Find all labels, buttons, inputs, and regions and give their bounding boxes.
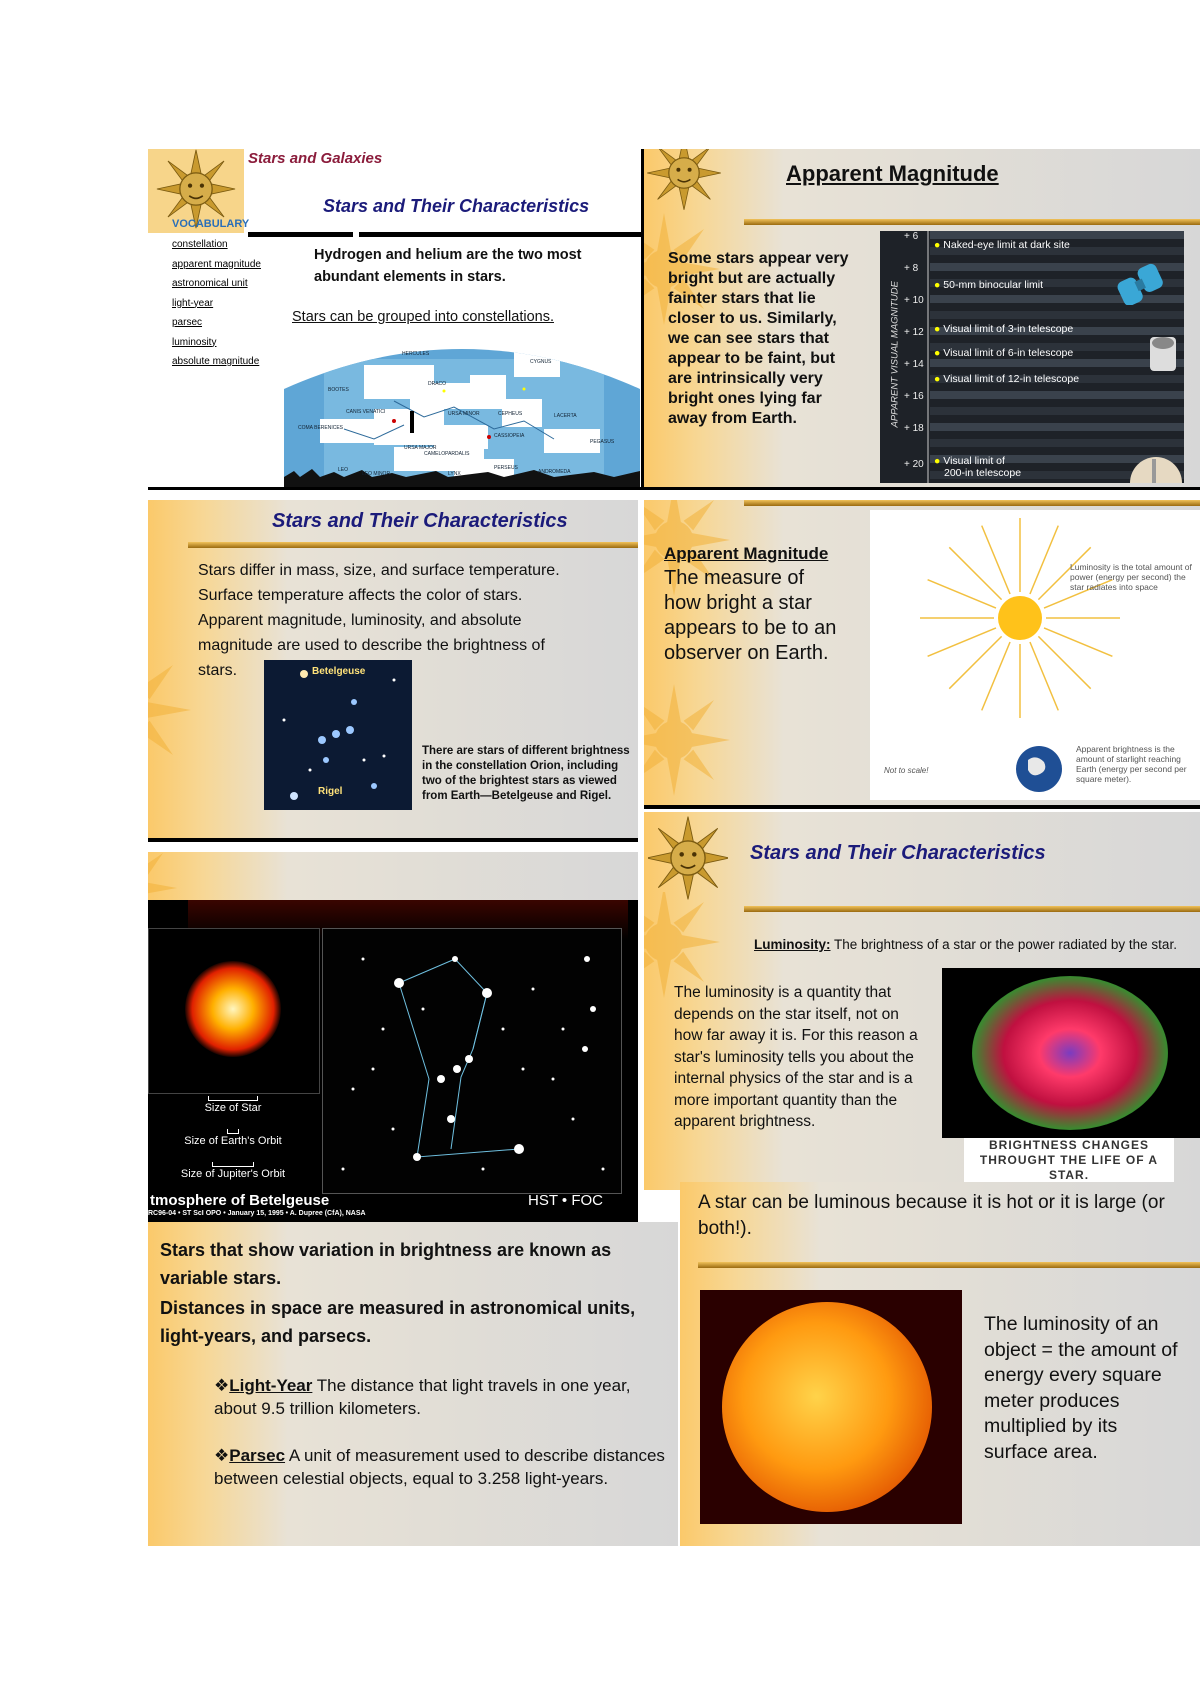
title-divider <box>744 500 1200 506</box>
panel-luminosity <box>644 812 1200 1190</box>
axis-tick: + 20 <box>904 459 924 470</box>
map-label: LYNX <box>448 471 461 477</box>
map-label: CYGNUS <box>530 359 552 365</box>
title-divider <box>744 906 1200 912</box>
star-size-box <box>148 928 320 1094</box>
panel-title: Stars and Their Characteristics <box>323 196 590 216</box>
vocab-label: VOCABULARY <box>172 218 250 230</box>
betelgeuse-label: Betelgeuse <box>312 666 366 677</box>
betelgeuse-disc <box>185 961 281 1057</box>
hst-image <box>148 900 638 1222</box>
limit-item: ● Visual limit of 6-in telescope <box>934 347 1074 359</box>
map-label: CEPHEUS <box>498 411 523 417</box>
text-line: stars. <box>198 662 238 679</box>
panel-distances <box>148 1222 678 1546</box>
panel-title: Stars and Their Characteristics <box>272 510 568 532</box>
map-label: URSA MINOR <box>448 411 480 417</box>
image-caption: tmosphere of Betelgeuse <box>150 1192 330 1209</box>
title-divider <box>698 1262 1200 1268</box>
title-divider <box>744 219 1200 225</box>
luminosity-note: Luminosity is the total amount of power (energy per second) the star radiates into space <box>1070 562 1192 592</box>
image-credit: RC96-04 • ST ScI OPO • January 15, 1995 • A. Dupree (CfA), NASA <box>148 1210 366 1217</box>
description-text: Some stars appear very bright but are actually fainter stars that lie closer to us. Similarly, we can see stars that appear to be faint, but are intrinsically very bright ones lying far away from Earth. <box>668 250 849 427</box>
text-line: Surface temperature affects the color of stars. <box>198 587 523 604</box>
luminosity-label: Luminosity: <box>754 937 831 952</box>
magnitude-chart <box>880 231 1184 483</box>
sun-face-icon <box>644 149 724 213</box>
panel-star-differences <box>148 500 638 842</box>
text-line: Apparent magnitude, luminosity, and absolute <box>198 612 522 629</box>
orion-starfield <box>323 929 621 1193</box>
map-label: CASSIOPEIA <box>494 433 525 439</box>
nebula-glow <box>972 976 1168 1130</box>
earth-orbit-label: Size of Earth's Orbit <box>184 1135 282 1147</box>
panel-betelgeuse-atmosphere <box>148 852 638 1222</box>
vocab-list <box>172 235 282 372</box>
map-label: PEGASUS <box>590 439 615 445</box>
parsec-definition: ❖Parsec A unit of measurement used to describe distances between celestial objects, equal to 3.258 light-years. <box>214 1446 665 1488</box>
distances-text: Distances in space are measured in astronomical units, light-years, and parsecs. <box>160 1298 636 1346</box>
light-year-term: Light-Year <box>229 1376 313 1395</box>
map-label: COMA BERENICES <box>298 425 344 431</box>
title-divider <box>188 542 638 548</box>
limit-text: 200-in telescope <box>944 467 1022 479</box>
vocab-item: apparent magnitude <box>172 258 261 270</box>
panel-luminosity-size <box>680 1182 1200 1546</box>
axis-tick: + 8 <box>904 263 919 274</box>
apparent-brightness-note: Apparent brightness is the amount of starlight reaching Earth (energy per second per square meter). <box>1076 744 1187 784</box>
limit-text: Visual limit of 6-in telescope <box>943 347 1074 359</box>
limit-text: Naked-eye limit at dark site <box>943 239 1070 251</box>
text-line: magnitude are used to describe the brightness of <box>198 637 545 654</box>
axis-tick: + 6 <box>904 231 919 242</box>
nebula-caption: BRIGHTNESS CHANGES THROUGHT THE LIFE OF A STAR. <box>964 1138 1174 1183</box>
rigel-label: Rigel <box>318 786 343 797</box>
vocab-item: constellation <box>172 239 228 250</box>
earth-icon <box>1014 744 1064 794</box>
axis-label: APPARENT VISUAL MAGNITUDE <box>889 281 901 428</box>
title-divider-gap <box>353 232 359 237</box>
limit-item: ● 50-mm binocular limit <box>934 279 1044 291</box>
telescope-icon <box>1142 331 1182 375</box>
map-label: HERCULES <box>402 351 430 357</box>
jupiter-orbit-label: Size of Jupiter's Orbit <box>180 1168 286 1180</box>
constellations-text: Stars can be grouped into constellations. <box>292 309 554 325</box>
map-label: CANIS VENATICI <box>346 409 386 415</box>
parsec-def: A unit of measurement used to describe distances between celestial objects, equal to 3.258 light-years. <box>214 1446 665 1488</box>
map-label: URSA MAJOR <box>404 445 437 451</box>
luminosity-formula-text: The luminosity of an object = the amount of energy every square meter produces multiplied by its surface area. <box>984 1313 1178 1463</box>
map-label: DRACO <box>428 381 447 387</box>
panel-apparent-magnitude-definition <box>644 500 1200 809</box>
luminosity-def-text: The brightness of a star or the power radiated by the star. <box>830 937 1177 952</box>
tick-list <box>904 231 932 483</box>
luminosity-text: The luminosity is a quantity that depends on the star itself, not on how far away it is. For this reason a star's luminosity tells you about the internal physics of the star and is a more important quantity than the apparent brightness. <box>674 984 918 1130</box>
sun-decoration-icon <box>644 680 734 800</box>
panel-vocabulary <box>148 149 644 490</box>
observatory-icon <box>1128 455 1184 483</box>
hydrogen-text: Hydrogen and helium are the two most abundant elements in stars. <box>314 247 582 285</box>
limit-item: ● Visual limit of 3-in telescope <box>934 323 1074 335</box>
variable-stars-text: Stars that show variation in brightness are known as variable stars. <box>160 1240 612 1288</box>
binoculars-icon <box>1112 263 1172 305</box>
size-scale <box>148 1096 318 1181</box>
vocab-item: parsec <box>172 317 203 328</box>
map-label: CAMELOPARDALIS <box>424 451 470 457</box>
panel-title: Stars and Their Characteristics <box>750 842 1046 864</box>
light-year-def: The distance that light travels in one year, about 9.5 trillion kilometers. <box>214 1376 631 1418</box>
light-year-definition: ❖Light-Year The distance that light travels in one year, about 9.5 trillion kilometers. <box>214 1376 631 1418</box>
axis-tick: + 14 <box>904 359 924 370</box>
limit-item: ● Visual limit of 200-in telescope <box>934 455 1022 479</box>
hst-label: HST • FOC <box>528 1192 603 1209</box>
luminosity-definition <box>754 936 1194 953</box>
nebula-image <box>942 968 1200 1138</box>
map-label-list <box>298 329 638 479</box>
vocab-item: astronomical unit <box>172 278 248 289</box>
vocab-item: absolute magnitude <box>172 356 260 367</box>
orion-image <box>264 660 412 810</box>
panel-title: Apparent Magnitude <box>786 161 999 186</box>
limit-text: Visual limit of 3-in telescope <box>943 323 1074 335</box>
map-label: LEO <box>338 467 349 473</box>
definition-heading: Apparent Magnitude <box>664 544 829 563</box>
hot-or-large-text: A star can be luminous because it is hot or it is large (or both!). <box>698 1192 1165 1239</box>
vocab-item: light-year <box>172 297 214 309</box>
map-label: LACERTA <box>554 413 577 419</box>
axis-tick: + 18 <box>904 423 924 434</box>
luminosity-diagram <box>870 510 1200 800</box>
title-divider <box>248 232 641 237</box>
axis-tick: + 10 <box>904 295 924 306</box>
map-label: LEO MINOR <box>362 471 391 477</box>
limit-item: ● Visual limit of 12-in telescope <box>934 373 1080 385</box>
limit-text: Visual limit of 12-in telescope <box>943 373 1080 385</box>
orion-field <box>322 928 622 1194</box>
limit-text: Visual limit of <box>943 455 1005 467</box>
vocab-item: luminosity <box>172 336 217 348</box>
sun-disc <box>722 1302 932 1512</box>
sun-icon <box>998 596 1042 640</box>
size-of-star-label: Size of Star <box>204 1102 262 1114</box>
parsec-term: Parsec <box>229 1446 286 1465</box>
map-label: PERSEUS <box>494 465 518 471</box>
map-label: ANDROMEDA <box>538 469 571 475</box>
definition-text: The measure of how bright a star appears to be to an observer on Earth. <box>664 567 837 664</box>
limit-item: ● Naked-eye limit at dark site <box>934 239 1070 251</box>
orion-caption: There are stars of different brightness in the constellation Orion, including two of the brightest stars as viewed from Earth—Betelgeuse and Rigel. <box>422 745 630 802</box>
limit-text: 50-mm binocular limit <box>943 279 1044 291</box>
map-label: BOOTES <box>328 387 349 393</box>
text-line: Stars differ in mass, size, and surface temperature. <box>198 562 560 579</box>
axis-tick: + 16 <box>904 391 924 402</box>
panel-apparent-magnitude <box>644 149 1200 490</box>
header-title: Stars and Galaxies <box>248 150 383 167</box>
sun-photo <box>700 1290 962 1524</box>
not-to-scale-note: Not to scale! <box>884 766 929 775</box>
axis-tick: + 12 <box>904 327 924 338</box>
